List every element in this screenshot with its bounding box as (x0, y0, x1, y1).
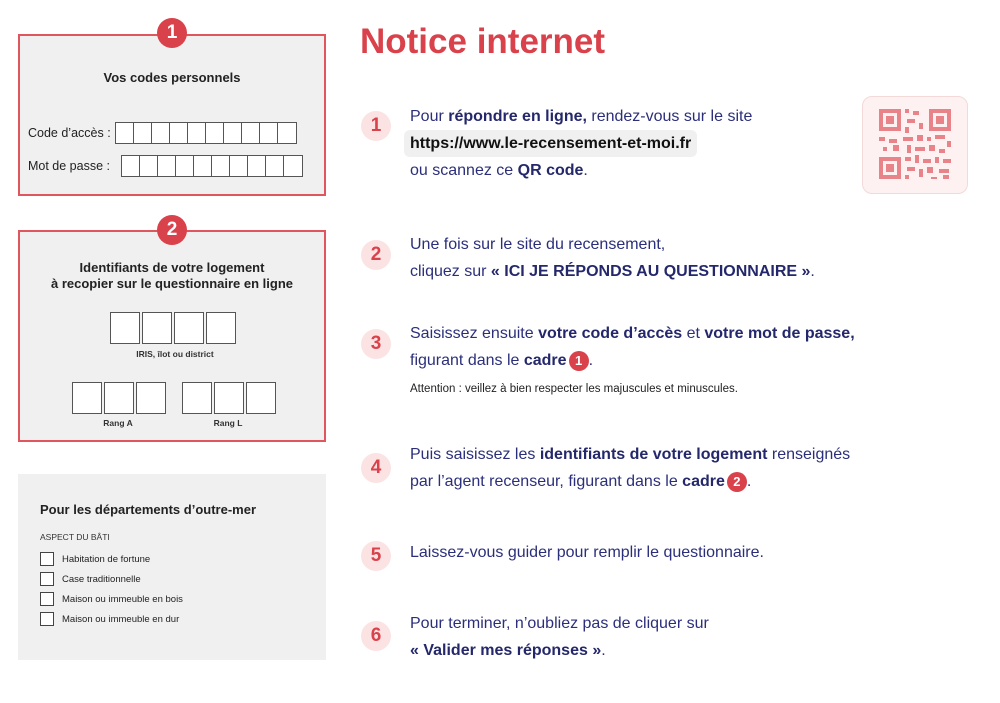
option-maison-bois[interactable]: Maison ou immeuble en bois (40, 592, 183, 606)
cadre-1-badge: 1 (569, 351, 589, 371)
step-3-number: 3 (361, 329, 391, 359)
access-code-label: Code d’accès : (28, 126, 111, 140)
outremer-box (18, 474, 326, 660)
qr-code-icon (862, 96, 968, 194)
access-code-cells (115, 122, 297, 144)
access-code-row (28, 122, 297, 144)
step-2-text: Une fois sur le site du recensement, cliquez sur « ICI JE RÉPONDS AU QUESTIONNAIRE ». (410, 236, 815, 280)
option-habitation-fortune[interactable]: Habitation de fortune (40, 552, 183, 566)
step-3-note: Attention : veillez à bien respecter les majuscules et minuscules. (410, 383, 738, 395)
qr-code-graphic (863, 97, 967, 193)
codes-box-title: Vos codes personnels (103, 70, 241, 85)
step-1-number: 1 (361, 111, 391, 141)
validate-answers-label: « Valider mes réponses » (410, 642, 602, 659)
step-4-number: 4 (361, 453, 391, 483)
outremer-subtitle: ASPECT DU BÂTI (40, 532, 110, 542)
outremer-options (40, 552, 183, 632)
ids-box-title-1: Identifiants de votre logement (79, 260, 265, 275)
step-5-text: Laissez-vous guider pour remplir le questionnaire. (410, 544, 764, 561)
checkbox[interactable] (40, 592, 54, 606)
step-3-text: Saisissez ensuite votre code d’accès et votre mot de passe, figurant dans le cadre 1 . Attention : veillez à bien respecter les majuscules et minuscules. (410, 325, 855, 395)
ids-box-title-2: à recopier sur le questionnaire en ligne (50, 276, 294, 291)
checkbox[interactable] (40, 572, 54, 586)
ids-box (18, 230, 326, 442)
option-maison-dur[interactable]: Maison ou immeuble en dur (40, 612, 183, 626)
step-2-number: 2 (361, 240, 391, 270)
checkbox[interactable] (40, 612, 54, 626)
step-5-number: 5 (361, 541, 391, 571)
password-label: Mot de passe : (28, 159, 110, 173)
step-6-number: 6 (361, 621, 391, 651)
password-cells (121, 155, 303, 177)
checkbox[interactable] (40, 552, 54, 566)
option-case-traditionnelle[interactable]: Case traditionnelle (40, 572, 183, 586)
rang-a-cells (72, 382, 168, 414)
step-1-text: Pour répondre en ligne, rendez-vous sur le site https://www.le-recensement-et-moi.fr ou scannez ce QR code. (410, 103, 752, 184)
step-6-text: Pour terminer, n’oubliez pas de cliquer sur « Valider mes réponses ». (410, 615, 709, 659)
rang-l-cells (182, 382, 278, 414)
rang-l-label: Rang L (213, 418, 243, 428)
ids-box-badge: 2 (157, 215, 187, 245)
password-row (28, 155, 303, 177)
iris-cells (110, 312, 238, 344)
cadre-2-badge: 2 (727, 472, 747, 492)
step-4-text: Puis saisissez les identifiants de votre logement renseignés par l’agent recenseur, figurant dans le cadre 2 . (410, 446, 851, 490)
codes-box-badge: 1 (157, 18, 187, 48)
iris-label: IRIS, îlot ou district (136, 349, 214, 359)
notice-title: Notice internet (360, 22, 606, 61)
codes-box (18, 34, 326, 196)
rang-a-label: Rang A (103, 418, 133, 428)
outremer-title: Pour les départements d’outre-mer (40, 502, 256, 517)
site-url-link[interactable]: https://www.le-recensement-et-moi.fr (404, 130, 697, 157)
